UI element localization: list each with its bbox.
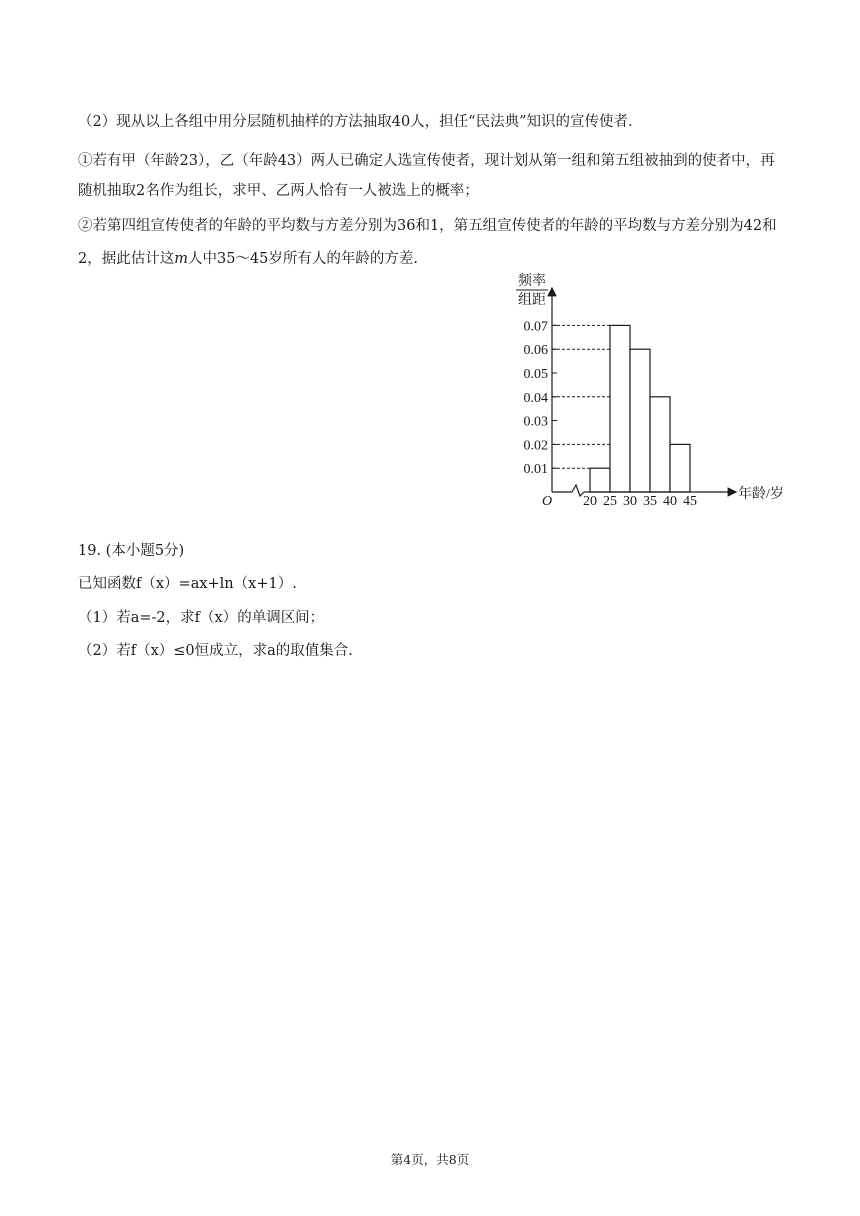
histogram-bar (610, 325, 630, 492)
x-tick-label: 40 (663, 494, 677, 509)
y-tick-label: 0.01 (523, 462, 548, 478)
age-frequency-histogram (506, 270, 806, 515)
origin-label: O (542, 494, 553, 509)
q19-part2: （2）若f（x）≤0恒成立，求a的取值集合. (78, 643, 353, 659)
y-axis-label-denominator: 组距 (518, 293, 546, 308)
y-axis-label-numerator: 频率 (518, 274, 546, 289)
y-axis-label (516, 273, 548, 308)
y-tick-label: 0.06 (523, 343, 548, 359)
x-tick-label: 20 (583, 494, 597, 509)
y-tick-label: 0.04 (523, 390, 548, 406)
q18-sub2-prefix: ②若第四组宣传使者的年龄的平均数与方差分别为36和1，第五组宣传使者的年龄的平均数与方差分别为42和2，据此估计这 (78, 218, 777, 267)
q19-heading: 19. (本小题5分) (78, 543, 185, 559)
q19-function: 已知函数f（x）=ax+ln（x+1）. (78, 576, 297, 592)
x-axis-label: 年龄/岁 (738, 487, 784, 502)
q18-sub2-var: m (174, 251, 188, 267)
q19-part1: （1）若a=-2，求f（x）的单调区间； (78, 610, 325, 626)
histogram-bar (670, 444, 690, 492)
q18-sub2 (78, 210, 788, 276)
histogram-bar (630, 349, 650, 492)
y-tick-label: 0.02 (523, 438, 548, 454)
q18-part2: （2）现从以上各组中用分层随机抽样的方法抽取40人，担任“民法典”知识的宣传使者. (78, 114, 633, 130)
q18-sub1: ①若有甲（年龄23），乙（年龄43）两人已确定人选宣传使者，现计划从第一组和第五组被抽到的使者中，再随机抽取2名作为组长，求甲、乙两人恰有一人被选上的概率； (78, 153, 775, 199)
x-tick-label: 45 (683, 494, 697, 509)
histogram-bar (650, 397, 670, 492)
x-tick-label: 30 (623, 494, 637, 509)
y-tick-label: 0.05 (523, 367, 548, 382)
x-tick-label: 25 (603, 494, 617, 509)
page-footer: 第4页，共8页 (390, 1152, 470, 1167)
y-tick-label: 0.03 (523, 414, 548, 430)
q18-sub2-suffix: 人中35～45岁所有人的年龄的方差. (187, 251, 418, 267)
y-tick-label: 0.07 (523, 319, 548, 335)
x-tick-label: 35 (643, 494, 657, 509)
histogram-bar (590, 468, 610, 492)
